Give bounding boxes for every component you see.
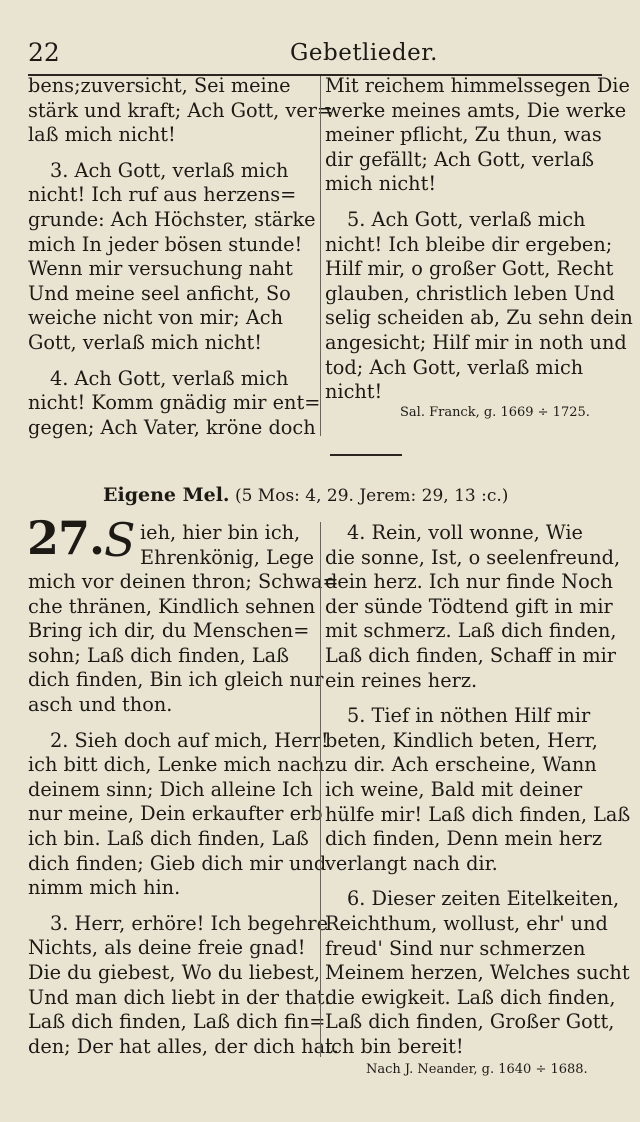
text-line: meiner pflicht, Zu thun, was (325, 123, 602, 147)
bottom-right-column (325, 521, 630, 1059)
verse-start-line: 6. Dieser zeiten Eitelkeiten, (347, 887, 620, 911)
text-line: mich In jeder bösen stunde! (28, 232, 303, 256)
text-line: dir gefällt; Ach Gott, verlaß (325, 147, 595, 171)
verse-start-line: 4. Rein, voll wonne, Wie (347, 521, 583, 544)
text-line: Reichthum, wollust, ehr' und (325, 911, 608, 935)
text-line: mich vor deinen thron; Schwa= (28, 570, 339, 593)
text-line: Nichts, als deine freie gnad! (28, 936, 306, 960)
text-line: asch und thon. (28, 692, 173, 716)
text-line: laß mich nicht! (28, 123, 176, 147)
text-line: ich bitt dich, Lenke mich nach (28, 753, 325, 777)
text-line: Ehrenkönig, Lege (140, 545, 314, 569)
text-line: Mit reichem himmelssegen Die (325, 74, 630, 97)
text-line: weiche nicht von mir; Ach (28, 306, 283, 330)
text-line: grunde: Ach Höchster, stärke (28, 207, 316, 231)
text-line: Meinem herzen, Welches sucht (325, 961, 630, 985)
text-line: glauben, christlich leben Und (325, 281, 615, 305)
melody-line (103, 484, 508, 506)
text-line: dein herz. Ich nur finde Noch (325, 570, 613, 594)
page-number: 22 (28, 38, 60, 67)
text-line: nicht! (325, 380, 383, 404)
text-line: dich finden, Denn mein herz (325, 827, 603, 851)
text-line: deinem sinn; Dich alleine Ich (28, 777, 313, 801)
melody-label: Eigene Mel. (103, 484, 230, 506)
text-line: ein reines herz. (325, 668, 478, 692)
page-header (28, 34, 602, 76)
text-line: sohn; Laß dich finden, Laß (28, 643, 290, 667)
text-line: Laß dich finden, Großer Gott, (325, 1010, 615, 1034)
running-title: Gebetlieder. (290, 40, 438, 66)
text-line: che thränen, Kindlich sehnen (28, 594, 316, 618)
text-line: zu dir. Ach erscheine, Wann (325, 753, 597, 777)
text-line: hülfe mir! Laß dich finden, Laß (325, 802, 631, 826)
author-credit: Nach J. Neander, g. 1640 ÷ 1688. (366, 1062, 588, 1077)
text-line: dich finden, Bin ich gleich nur (28, 668, 324, 692)
text-line: Hilf mir, o großer Gott, Recht (325, 257, 614, 281)
text-line: selig scheiden ab, Zu sehn dein (325, 306, 633, 330)
drop-cap: S (104, 513, 136, 567)
bottom-left-column (28, 570, 339, 1059)
section-separator (330, 454, 402, 456)
text-line: Laß dich finden, Schaff in mir (325, 643, 616, 667)
scripture-refs: (5 Mos: 4, 29. Jerem: 29, 13 :c.) (234, 486, 509, 506)
verse-start-line: 3. Herr, erhöre! Ich begehre (50, 911, 328, 935)
text-line: ich weine, Bald mit deiner (325, 777, 583, 801)
text-line: tod; Ach Gott, verlaß mich (325, 355, 584, 379)
text-line: Bring ich dir, du Menschen= (28, 619, 310, 643)
text-line: nicht! Ich ruf aus herzens= (28, 183, 297, 207)
text-line: Laß dich finden, Laß dich fin= (28, 1010, 326, 1034)
text-line: nicht! Komm gnädig mir ent= (28, 391, 321, 415)
text-line: ich bin bereit! (325, 1034, 464, 1058)
verse-start-line: 2. Sieh doch auf mich, Herr! (50, 728, 329, 752)
text-line: angesicht; Hilf mir in noth und (325, 330, 627, 354)
text-line: stärk und kraft; Ach Gott, ver= (28, 98, 334, 122)
text-line: freud' Sind nur schmerzen (325, 936, 586, 960)
text-line: verlangt nach dir. (325, 851, 498, 875)
text-line: beten, Kindlich beten, Herr, (325, 728, 598, 752)
text-line: Und man dich liebt in der that. (28, 985, 331, 1009)
text-line: mich nicht! (325, 172, 437, 196)
text-line: mit schmerz. Laß dich finden, (325, 619, 617, 643)
text-line: gegen; Ach Vater, kröne doch (28, 415, 316, 439)
verse-start-line: 4. Ach Gott, verlaß mich (50, 366, 289, 390)
text-line: nicht! Ich bleibe dir ergeben; (325, 232, 613, 256)
text-line: der sünde Tödtend gift in mir (325, 594, 613, 618)
column-divider (320, 76, 321, 436)
text-line: dich finden; Gieb dich mir und (28, 851, 327, 875)
top-right-column (325, 74, 633, 405)
text-line: Wenn mir versuchung naht (28, 257, 293, 281)
hymn-opening-lines (140, 521, 314, 570)
verse-start-line: 5. Ach Gott, verlaß mich (347, 207, 586, 231)
text-line: Die du giebest, Wo du liebest, (28, 960, 321, 984)
text-line: die ewigkeit. Laß dich finden, (325, 985, 616, 1009)
text-line: die sonne, Ist, o seelenfreund, (325, 545, 621, 569)
text-line: Und meine seel anficht, So (28, 281, 291, 305)
text-line: nimm mich hin. (28, 876, 181, 900)
verse-start-line: 3. Ach Gott, verlaß mich (50, 158, 289, 182)
text-line: ich bin. Laß dich finden, Laß (28, 826, 309, 850)
text-line: nur meine, Dein erkaufter erb (28, 802, 323, 826)
text-line: ieh, hier bin ich, (140, 521, 301, 544)
text-line: Gott, verlaß mich nicht! (28, 330, 263, 354)
verse-start-line: 5. Tief in nöthen Hilf mir (347, 704, 591, 728)
author-credit: Sal. Franck, g. 1669 ÷ 1725. (400, 405, 590, 420)
column-divider (320, 522, 321, 1057)
text-line: bens;zuversicht, Sei meine (28, 74, 291, 97)
top-left-column (28, 74, 333, 440)
text-line: werke meines amts, Die werke (325, 98, 627, 122)
text-line: den; Der hat alles, der dich hat. (28, 1034, 339, 1058)
hymn-number: 27. (27, 511, 105, 565)
